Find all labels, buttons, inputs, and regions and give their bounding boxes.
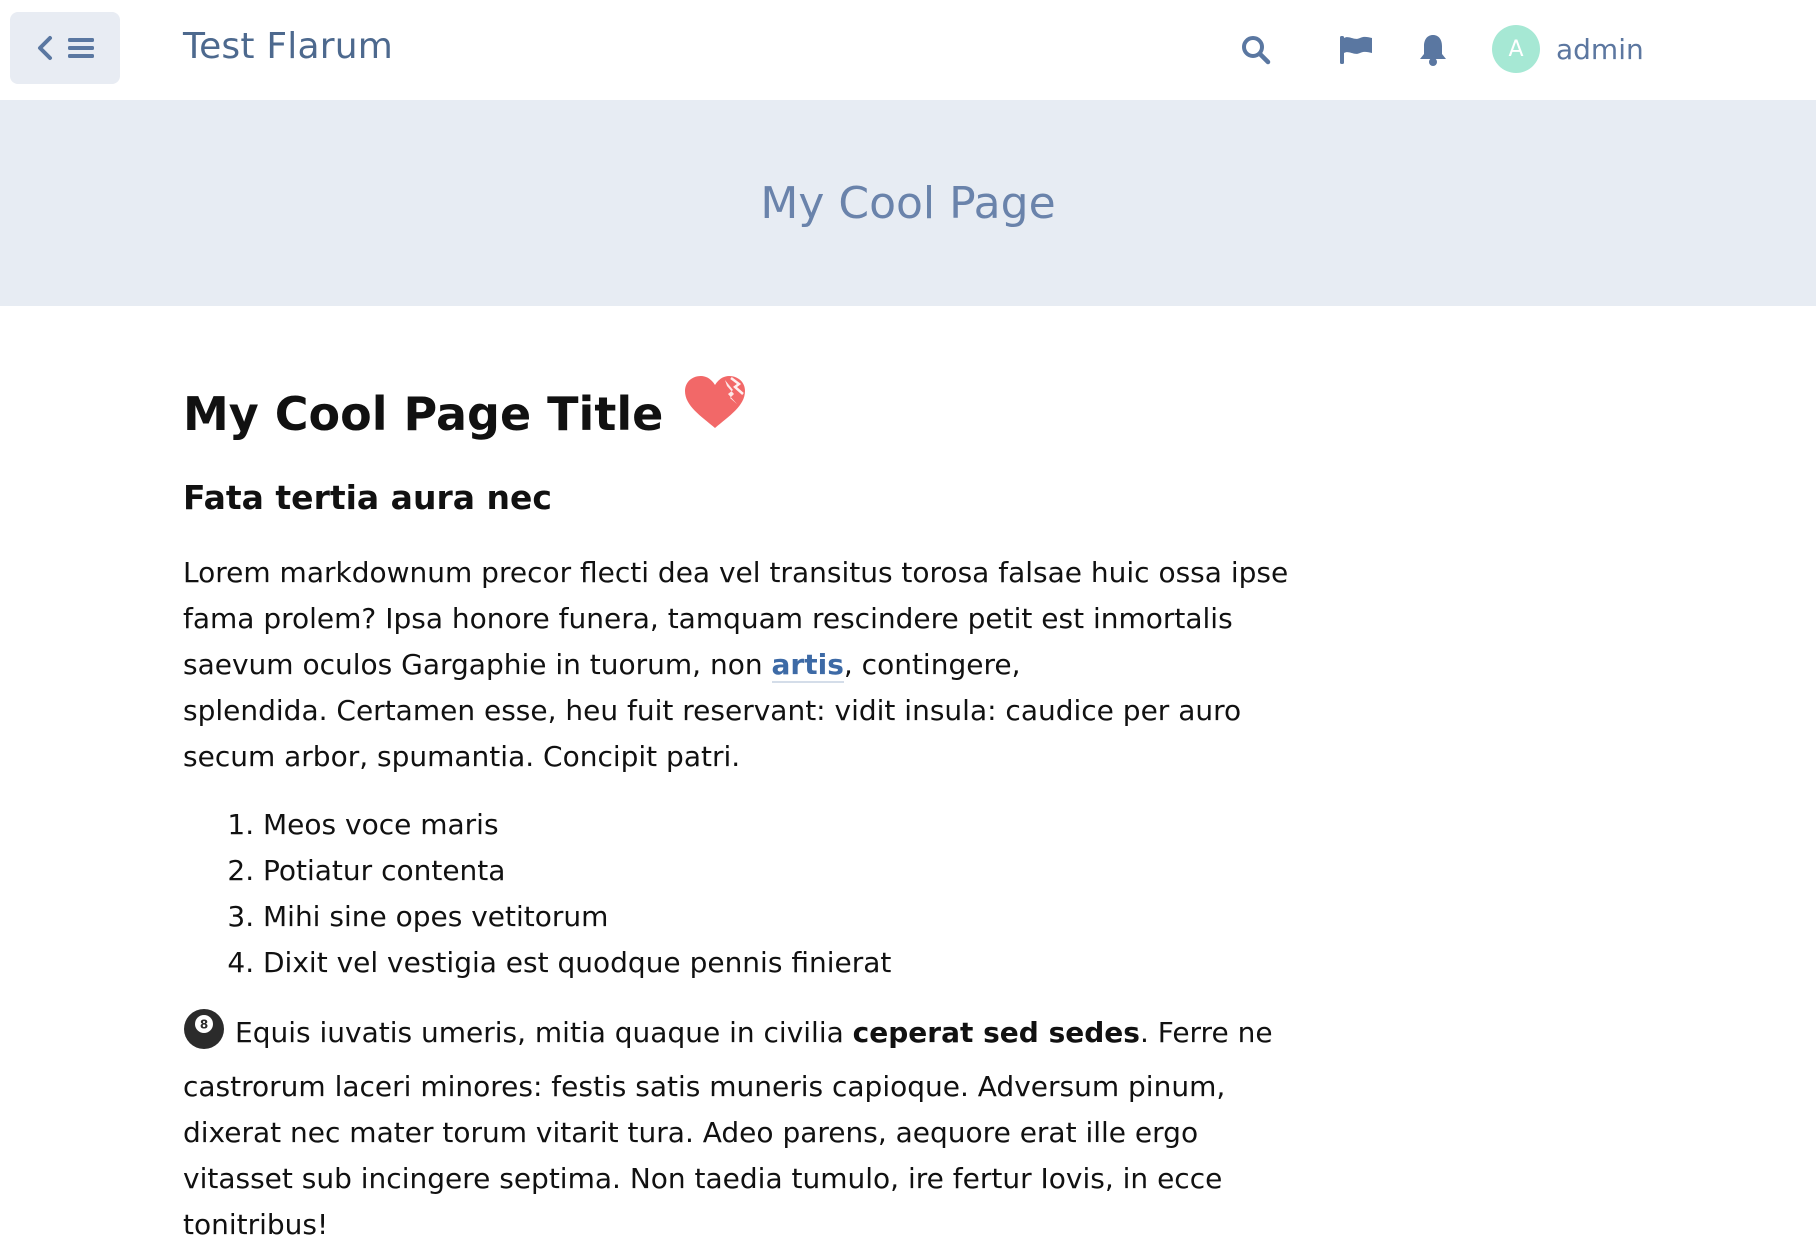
artis-link[interactable]: artis <box>771 648 844 681</box>
paragraph-1-text: Lorem markdownum precor flecti dea vel transitus torosa falsae huic ossa ipse fama prolem? Ipsa honore funera, tamquam rescindere petit est inmortalis saevum oculos Gargaphie in tuorum, non <box>183 556 1289 681</box>
hero-title: My Cool Page <box>760 177 1056 229</box>
list-item: 1. Meos voce maris <box>263 802 1293 848</box>
back-icon <box>36 35 54 61</box>
page-title-text: My Cool Page Title <box>183 387 664 441</box>
avatar: A <box>1492 25 1540 73</box>
menu-icon <box>68 37 94 59</box>
page-title <box>183 370 1293 458</box>
list-item: 4. Dixit vel vestigia est quodque pennis finierat <box>263 940 1293 986</box>
username: admin <box>1556 32 1644 66</box>
paragraph-1-after-link: , contingere, <box>843 648 1021 681</box>
list-item: 2. Potiatur contenta <box>263 848 1293 894</box>
header <box>0 0 1816 100</box>
paragraph-1 <box>183 550 1293 780</box>
paragraph-2-text: Equis iuvatis umeris, mitia quaque in civilia <box>235 1016 853 1049</box>
search-icon[interactable] <box>1234 28 1278 72</box>
eight-ball-emoji-icon <box>183 1008 225 1064</box>
site-title[interactable]: Test Flarum <box>183 26 393 67</box>
bell-icon[interactable] <box>1411 28 1455 72</box>
section-heading: Fata tertia aura nec <box>183 478 552 517</box>
user-menu[interactable] <box>1492 24 1644 74</box>
list-item: 3. Mihi sine opes vetitorum <box>263 894 1293 940</box>
paragraph-1-continued: splendida. Certamen esse, heu fuit reservant: vidit insula: caudice per auro secum arbor, spumantia. Concipit patri. <box>183 694 1242 773</box>
paragraph-2-bold: ceperat sed sedes <box>852 1016 1140 1049</box>
paragraph-2 <box>183 1008 1293 1248</box>
back-menu-button[interactable] <box>10 12 120 84</box>
paragraph-2-rest: . Ferre ne castrorum laceri minores: festis satis muneris capioque. Adversum pinum, dixerat nec mater torum vitarit tura. Adeo parens, aequore erat ille ergo vitasset sub incingere septima. Non taedia tumulo, ire fertur Iovis, in ecce tonitribus! <box>183 1016 1273 1241</box>
svg-text:8: 8 <box>199 1017 209 1032</box>
broken-heart-emoji-icon <box>681 370 749 458</box>
page-content <box>183 370 1293 1248</box>
flag-icon[interactable] <box>1334 28 1378 72</box>
hero-banner <box>0 100 1816 306</box>
ordered-list <box>183 802 1293 986</box>
